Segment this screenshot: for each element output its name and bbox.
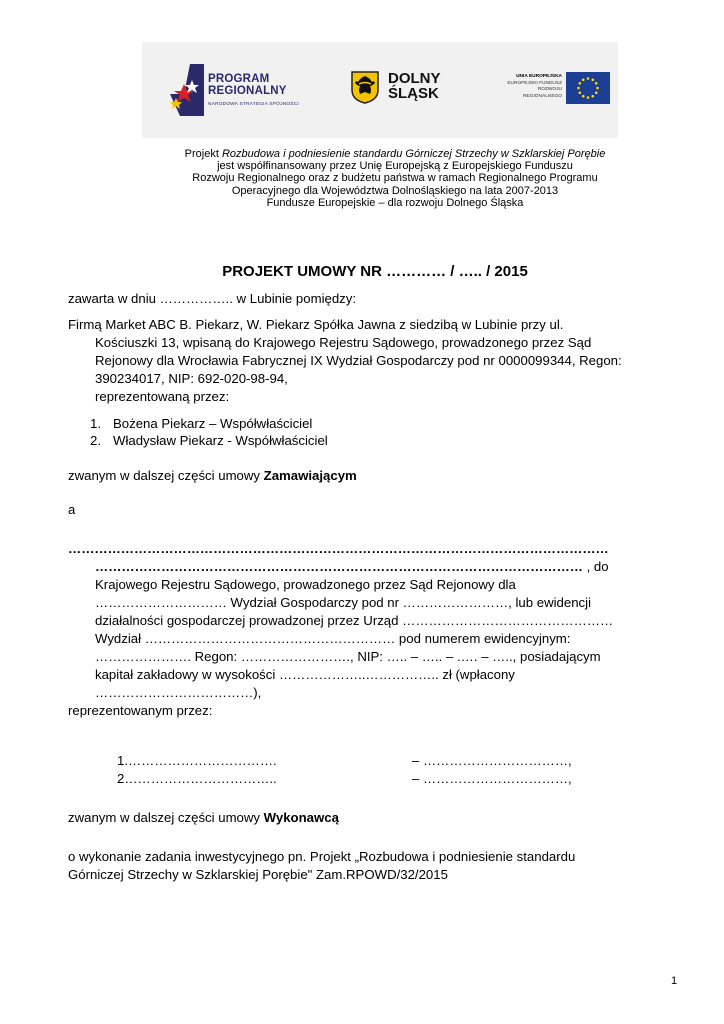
list-item-number: 1. [90,416,101,431]
party1-line2: Kościuszki 13, wpisaną do Krajowego Rejestru Sądowego, prowadzonego przez Sąd [95,335,592,350]
eu-star-icon [578,91,581,94]
party2-block [68,540,688,720]
list-item: Bożena Piekarz – Współwłaściciel [113,416,313,431]
header-line3: Rozwoju Regionalnego oraz z budżetu państwa w ramach Regionalnego Programu [192,172,598,185]
concluded-line: zawarta w dniu …………….. w Lubinie pomiędzy: [68,291,357,306]
header-line2: jest współfinansowany przez Unię Europejską z Europejskiego Funduszu [217,160,573,173]
ordering-party-prefix: zwanym w dalszej części umowy [68,468,264,483]
list-item: Władysław Piekarz - Współwłaściciel [113,433,328,448]
party2-line1: …………………………………………………………………………………………………………… [68,541,609,556]
program-regionalny-logo-icon [170,64,204,116]
program-logo-line2: REGIONALNY [208,85,287,97]
eu-star-icon [577,87,580,90]
header-prefix: Projekt [184,148,222,160]
logo-banner [142,42,618,138]
ordering-party-line [68,467,357,485]
contractor-rep-name: 2…………………………….. [117,771,277,786]
program-logo-line1: PROGRAM [208,73,270,85]
header-line4: Operacyjnego dla Województwa Dolnośląskiego na lata 2007-2013 [231,184,559,197]
and-word: a [68,502,76,517]
eu-star-icon [578,82,581,85]
dolny-logo-line2: ŚLĄSK [388,85,439,102]
party2-line6: Wydział ………………………………………………… pod numerem ewidencyjnym: [95,631,571,646]
party1-line3: Rejonowy dla Wrocławia Fabrycznej IX Wydział Gospodarczy pod nr 0000099344, Regon: [95,353,622,368]
eu-logo-line3: ROZWOJU REGIONALNEGO [523,87,562,99]
contract-subject [68,848,688,884]
eu-star-icon [587,96,590,99]
eu-logo-line2: EUROPEJSKI FUNDUSZ [507,80,562,86]
party2-line10: reprezentowanym przez: [68,703,213,718]
program-regionalny-logo [170,62,320,118]
dolny-logo-line1: DOLNY [388,70,441,87]
document-title: PROJEKT UMOWY NR ………… / ….. / 2015 [222,263,528,280]
party2-line2-tail: , do [582,559,609,574]
eu-star-icon [595,91,598,94]
contractor-rep-role: – ……………………………, [412,771,572,786]
party2-line7: …………………. Regon: ……………………., NIP: ….. – ….. – .…. – ….., posiadającym [95,649,601,664]
eu-star-icon [582,95,585,98]
contractor-prefix: zwanym w dalszej części umowy [68,810,264,825]
ordering-party-name: Zamawiającym [263,468,357,483]
contractor-rep-role: – ……………………………, [412,753,572,768]
party1-line1: Firmą Market ABC B. Piekarz, W. Piekarz Spółka Jawna z siedzibą w Lubinie przy ul. [68,317,564,332]
eu-star-icon [591,78,594,81]
project-header [100,148,690,209]
eu-flag-icon [566,72,610,104]
subject-line1: o wykonanie zadania inwestycyjnego pn. Projekt „Rozbudowa i podniesienie standardu [68,849,576,864]
party2-line4: ………………………… Wydział Gospodarczy pod nr ……………………, lub ewidencji [95,595,591,610]
subject-line2: Górniczej Strzechy w Szklarskiej Porębie" Zam.RPOWD/32/2015 [68,867,448,882]
eu-logo-line1: UNIA EUROPEJSKA [516,74,562,79]
page-number: 1 [671,975,678,987]
eu-logo [498,72,610,106]
party2-line9: ………………………………), [95,685,262,700]
party2-line2-dots: ………………………………………………………………………………………………… [95,559,583,574]
header-line5: Fundusze Europejskie – dla rozwoju Dolnego Śląska [266,196,524,209]
contractor-name: Wykonawcą [263,810,339,825]
party2-line8: kapitał zakładowy w wysokości ………………..…………….. zł (wpłacony [95,667,515,682]
party1-line4: 390234017, NIP: 692-020-98-94, [95,371,288,386]
party1-line5: reprezentowaną przez: [95,389,230,404]
eu-star-icon [591,95,594,98]
party2-line5: działalności gospodarczej prowadzonej przez Urząd ………………………………………… [95,613,614,628]
eu-star-icon [582,78,585,81]
party1-block [68,316,688,406]
contractor-line [68,809,339,827]
eu-star-icon [587,77,590,80]
program-logo-line3: NARODOWA STRATEGIA SPÓJNOŚCI [208,102,299,107]
list-item-number: 2. [90,433,101,448]
contractor-rep-name: 1.……………………………. [117,753,277,768]
dolny-slask-logo [350,70,450,110]
eu-star-icon [596,87,599,90]
dolny-slask-eagle-icon [350,70,380,104]
header-project-name: Rozbudowa i podniesienie standardu Górniczej Strzechy w Szklarskiej Porębie [221,148,606,160]
party2-line3: Krajowego Rejestru Sądowego, prowadzonego przez Sąd Rejonowy dla [95,577,516,592]
eu-star-icon [595,82,598,85]
